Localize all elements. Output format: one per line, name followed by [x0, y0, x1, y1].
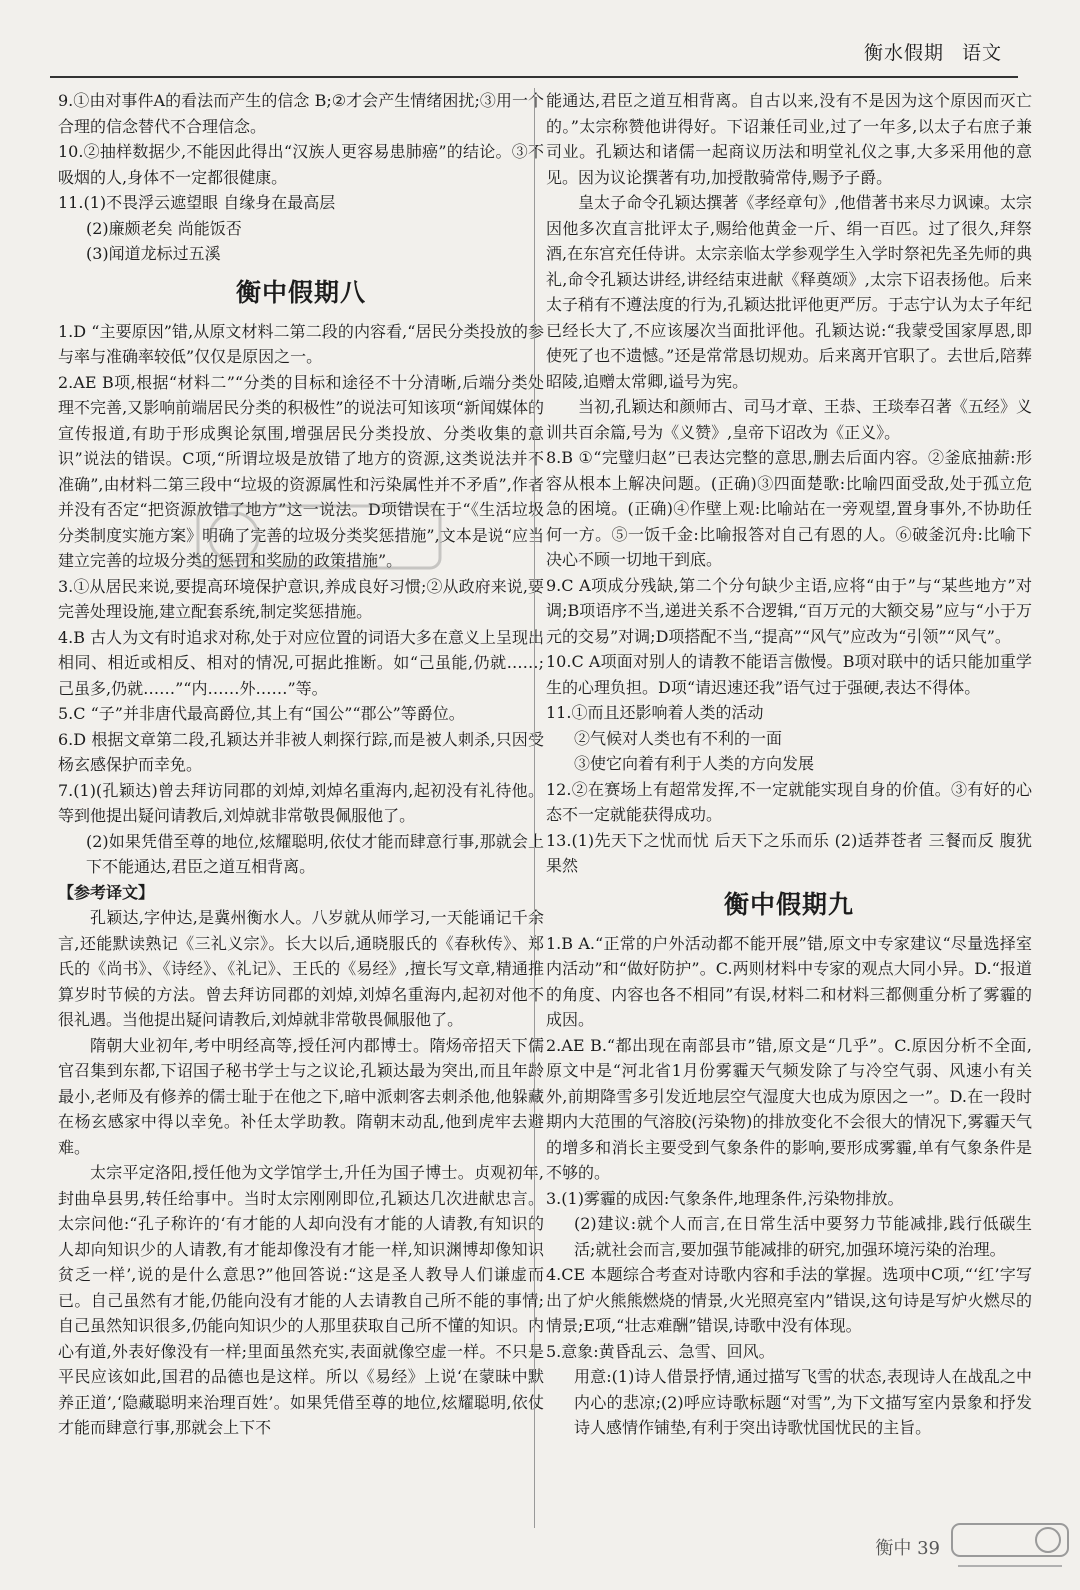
answer-item: 10.②抽样数据少,不能因此得出“汉族人更容易患肺癌”的结论。③不吸烟的人,身体不一定都很健康。: [58, 142, 544, 187]
answer-item: 13.(1)先天下之忧而忧 后天下之乐而乐 (2)适莽苍者 三餐而反 腹犹果然: [546, 830, 1032, 875]
answer-subitem: ②气候对人类也有不利的一面: [574, 728, 783, 748]
answer-subitem: 用意:(1)诗人借景抒情,通过描写飞雪的状态,表现诗人在战乱之中内心的悲凉;(2)呼应诗歌标题“对雪”,为下文描写室内景象和抒发诗人感情作铺垫,有利于突出诗歌忧国忧民的主旨。: [574, 1367, 1032, 1437]
header-rule: [50, 76, 1018, 78]
answer-item: 2.AE B项,根据“材料二”“分类的目标和途径不十分清晰,后端分类处理不完善,又影响前端居民分类的积极性”的说法可知该项“新闻媒体的宣传报道,有助于形成舆论氛围,增强居民分类投放、分类收集的意识”说法的错误。C项,“所谓垃圾是放错了地方的资源,这类说法并不准确”,由材料二第三段中“垃圾的资源属性和污染属性并不矛盾”,作者并没有否定“把资源放错了地方”这一说法。D项错误在于“《生活垃圾分类制度实施方案》明确了完善的垃圾分类奖惩措施”,文本是说“应当建立完善的垃圾分类的惩罚和奖励的政策措施”。: [58, 372, 544, 570]
answer-item: 11.①而且还影响着人类的活动: [546, 703, 764, 722]
header-subject: 语文: [961, 42, 1002, 64]
translation-paragraph: 孔颖达,字仲达,是冀州衡水人。八岁就从师学习,一天能诵记千余言,还能默读熟记《三礼义宗》。长大以后,通晓服氏的《春秋传》、郑氏的《尚书》、《诗经》、《礼记》、王氏的《易经》,擅长写文章,精通推算岁时节候的方法。曾去拜访同郡的刘焯,刘焯名重海内,起初对他不很礼遇。当他提出疑问请教后,刘焯就非常敬畏佩服他了。: [58, 908, 544, 1029]
header-series: 衡水假期: [863, 42, 944, 64]
continued-paragraph: 能通达,君臣之道互相背离。自古以来,没有不是因为这个原因而灭亡的。”太宗称赞他讲得好。下诏兼任司业,过了一年多,以太子右庶子兼司业。孔颖达和诸儒一起商议历法和明堂礼仪之事,大多采用他的意见。因为议论撰著有功,加授散骑常侍,赐予子爵。: [546, 91, 1032, 187]
reference-translation-label: 【参考译文】: [58, 882, 155, 902]
answer-item: 7.(1)(孔颖达)曾去拜访同郡的刘焯,刘焯名重海内,起初没有礼待他。等到他提出疑问请教后,刘焯就非常敬畏佩服他了。: [58, 780, 544, 825]
answer-item: 5.C “子”并非唐代最高爵位,其上有“国公”“郡公”等爵位。: [58, 704, 465, 723]
page-number: 衡中 39: [875, 1538, 940, 1559]
section-heading: 衡中假期九: [723, 889, 854, 919]
answer-item: 5.意象:黄昏乱云、急雪、回风。: [546, 1341, 775, 1361]
answer-item: 12.②在赛场上有超常发挥,不一定就能实现自身的价值。③有好的心态不一定就能获得成功。: [546, 779, 1032, 824]
answer-item: 4.B 古人为文有时追求对称,处于对应位置的词语大多在意义上呈现出相同、相近或相反、相对的情况,可据此推断。如“己虽能,仍就……;己虽多,仍就……”“内……外……”等。: [58, 627, 544, 698]
answer-item: 3.①从居民来说,要提高环境保护意识,养成良好习惯;②从政府来说,要完善处理设施,建立配套系统,制定奖惩措施。: [58, 576, 544, 621]
translation-paragraph: 太宗平定洛阳,授任他为文学馆学士,升任为国子博士。贞观初年,封曲阜县男,转任给事中。当时太宗刚刚即位,孔颖达几次进献忠言。太宗问他:“孔子称许的‘有才能的人却向没有才能的人请教,有知识的人却向知识少的人请教,有才能却像没有才能一样,知识渊博却像知识贫乏一样’,说的是什么意思?”他回答说:“这是圣人教导人们谦虚而已。自己虽然有才能,仍能向没有才能的人去请教自己所不能的事情;自己虽然知识很多,仍能向知识少的人那里获取自己所不懂的知识。内心有道,外表好像没有一样;里面虽然充实,表面就像空虚一样。不只是平民应该如此,国君的品德也是这样。所以《易经》上说‘在蒙昧中默养正道’,‘隐藏聪明来治理百姓’。如果凭借至尊的地位,炫耀聪明,依仗才能而肆意行事,那就会上下不: [58, 1163, 544, 1437]
answer-item: 4.CE 本题综合考查对诗歌内容和手法的掌握。选项中C项,“‘红’字写出了炉火熊熊燃烧的情景,火光照亮室内”错误,这句诗是写炉火燃尽的情景;E项,“壮志难酬”错误,诗歌中没有体现。: [546, 1265, 1032, 1335]
answer-item: 10.C A项面对别人的请教不能语言傲慢。B项对联中的话只能加重学生的心理负担。D项“请迟速还我”语气过于强硬,表达不得体。: [546, 652, 1032, 697]
translation-paragraph: 隋朝大业初年,考中明经高等,授任河内郡博士。隋炀帝招天下儒官召集到东都,下诏国子秘书学士与之议论,孔颖达最为突出,而且年龄最小,老师及有修养的儒士耻于在他之下,暗中派刺客去刺杀他,他躲藏在杨玄感家中得以幸免。补任太学助教。隋朝末动乱,他到虎牢去避难。: [58, 1035, 544, 1157]
answer-item: 1.B A.“正常的户外活动都不能开展”错,原文中专家建议“尽量选择室内活动”和“做好防护”。C.两则材料中专家的观点大同小异。D.“报道的角度、内容也各不相同”有误,材料二和材料三都侧重分析了雾霾的成因。: [546, 933, 1032, 1029]
answer-item: 9.C A项成分残缺,第二个分句缺少主语,应将“由于”与“某些地方”对调;B项语序不当,递进关系不合逻辑,“百万元的大额交易”应与“小于万元的交易”对调;D项搭配不当,“提高”“风气”应改为“引领”“风气”。: [546, 575, 1032, 646]
answer-item: 1.D “主要原因”错,从原文材料二第二段的内容看,“居民分类投放的参与率与准确率较低”仅仅是原因之一。: [58, 321, 544, 366]
running-header: [864, 38, 1002, 65]
answer-item: 9.①由对事件A的看法而产生的信念 B;②才会产生情绪困扰;③用一个合理的信念替代不合理信念。: [58, 91, 544, 136]
answer-item: 8.B ①“完璧归赵”已表达完整的意思,删去后面内容。②釜底抽薪:形容从根本上解决问题。(正确)③四面楚歌:比喻四面受敌,处于孤立危急的困境。(正确)④作壁上观:比喻站在一旁观望,置身事外,不协助任何一方。⑤一饭千金:比喻报答对自己有恩的人。⑥破釜沉舟:比喻下决心不顾一切地干到底。: [546, 448, 1032, 569]
answer-subitem: ③使它向着有利于人类的方向发展: [574, 754, 815, 773]
answer-subitem: (2)如果凭借至尊的地位,炫耀聪明,依仗才能而肆意行事,那就会上下不能通达,君臣之道互相背离。: [86, 831, 544, 876]
answer-subitem: (3)闻道龙标过五溪: [86, 244, 221, 263]
section-heading: 衡中假期八: [235, 277, 366, 307]
answer-item: 2.AE B.“都出现在南部县市”错,原文是“几乎”。C.原因分析不全面,原文中是“河北省1月份雾霾天气频发除了与冷空气弱、风速小有关外,前期降雪多引发近地层空气湿度大也成为原因之一”。D.在一段时期内大范围的气溶胶(污染物)的排放变化不会很大的情况下,雾霾天气的增多和消长主要受到气象条件的影响,要形成雾霾,单有气象条件是不够的。: [546, 1035, 1032, 1182]
answer-item: 3.(1)雾霾的成因:气象条件,地理条件,污染物排放。: [546, 1188, 904, 1208]
answer-subitem: (2)建议:就个人而言,在日常生活中要努力节能减排,践行低碳生活;就社会而言,要加强节能减排的研究,加强环境污染的治理。: [574, 1214, 1032, 1259]
column-divider: [534, 88, 535, 1528]
right-column: [546, 88, 1032, 1441]
answer-subitem: (2)廉颇老矣 尚能饭否: [86, 218, 242, 238]
translation-paragraph: 皇太子命令孔颖达撰著《孝经章句》,他借著书来尽力讽谏。太宗因他多次直言批评太子,赐给他黄金一斤、绢一百匹。过了很久,拜祭酒,在东宫充任侍讲。太宗亲临太学参观学生入学时祭祀先圣先师的典礼,命令孔颖达讲经,讲经结束进献《释奠颂》,太宗下诏表扬他。后来太子稍有不遵法度的行为,孔颖达批评他更严厉。于志宁认为太子年纪已经长大了,不应该屡次当面批评他。孔颖达说:“我蒙受国家厚恩,即使死了也不遗憾。”还是常常恳切规劝。后来离开官职了。去世后,陪葬昭陵,追赠太常卿,谥号为宪。: [546, 193, 1032, 391]
watermark-stamp: [194, 492, 444, 582]
answer-item: 11.(1)不畏浮云遮望眼 自缘身在最高层: [58, 193, 336, 212]
left-column: [58, 88, 544, 1441]
watermark-logo: [950, 1520, 1070, 1578]
translation-paragraph: 当初,孔颖达和颜师古、司马才章、王恭、王琰奉召著《五经》义训共百余篇,号为《义赞》,皇帝下诏改为《正义》。: [546, 397, 1032, 442]
answer-item: 6.D 根据文章第二段,孔颖达并非被人刺探行踪,而是被人刺杀,只因受杨玄感保护而幸免。: [58, 729, 544, 774]
